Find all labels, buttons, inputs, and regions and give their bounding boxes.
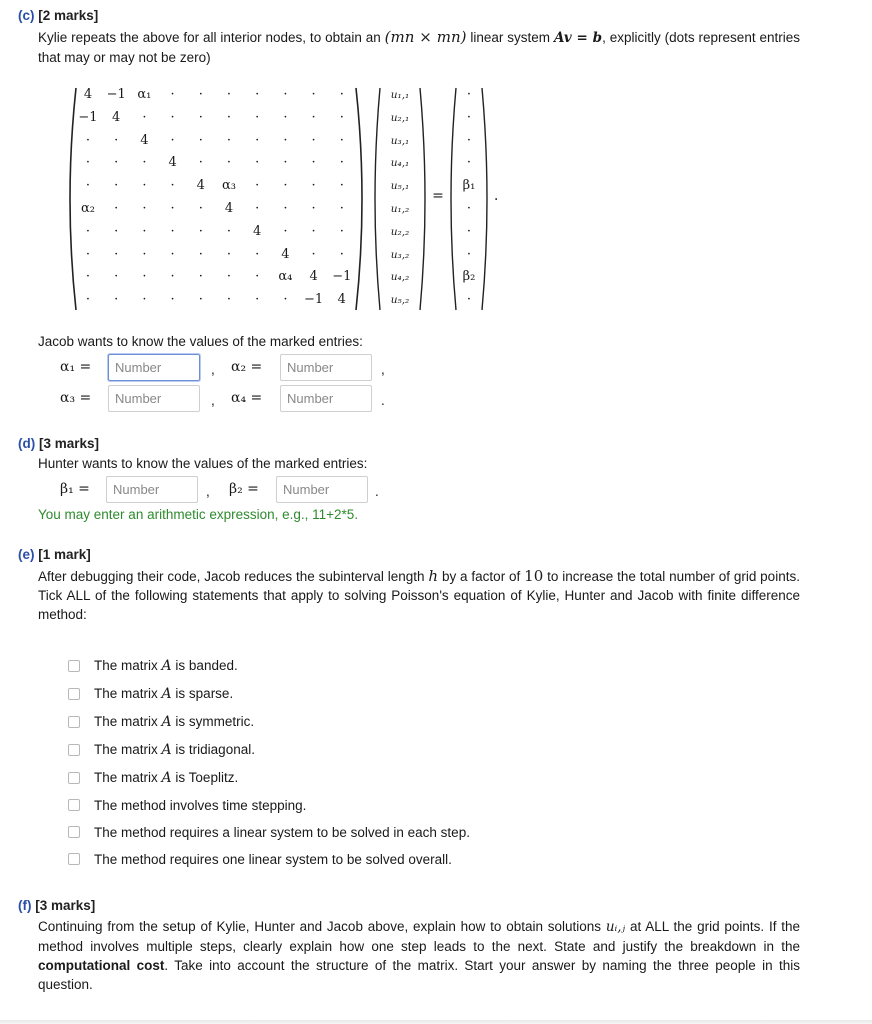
option-label xyxy=(94,852,452,867)
matrix-entry: · xyxy=(170,132,175,148)
option-label xyxy=(94,798,306,813)
matrix-entry: · xyxy=(142,223,147,239)
matrix-entry: 4 xyxy=(309,269,318,285)
f-text-bold: computational cost xyxy=(38,958,165,973)
part-e-marks: [1 mark] xyxy=(38,547,91,562)
factor-ten: 10 xyxy=(524,567,544,585)
matrix-entry: · xyxy=(339,223,344,239)
f-text-a: Continuing from the setup of Kylie, Hunter and Jacob above, explain how to obtain solutions xyxy=(38,919,602,934)
intro-text-c: , explicitly (dots represent entries that may or may not be zero) xyxy=(38,30,800,65)
b-vector-entry: · xyxy=(466,246,472,262)
option-checkbox[interactable] xyxy=(68,716,80,728)
matrix-entry: α₄ xyxy=(278,269,293,285)
comma-3: , xyxy=(211,393,215,408)
system-expression: Av = b xyxy=(553,30,603,46)
matrix-entry: −1 xyxy=(304,292,324,308)
matrix-symbol: A xyxy=(161,770,172,786)
matrix-entry: −1 xyxy=(106,87,126,102)
matrix-entry: · xyxy=(198,201,203,216)
option-label xyxy=(94,686,233,702)
option-text: The matrix xyxy=(94,658,158,673)
part-f-heading xyxy=(18,898,95,913)
period-beta: . xyxy=(375,484,379,499)
u-ij-symbol: uᵢ,ⱼ xyxy=(605,919,626,935)
u-vector-entry: u₄,₁ xyxy=(390,157,410,170)
u-vector-entry: u₃,₂ xyxy=(390,248,410,261)
matrix-symbol: A xyxy=(161,686,172,702)
answer-box-edge xyxy=(0,1020,872,1024)
option-checkbox[interactable] xyxy=(68,799,80,811)
matrix-entry: · xyxy=(339,155,344,171)
matrix-entry: · xyxy=(226,87,232,102)
matrix-entry: · xyxy=(339,201,344,216)
b-vector-entry: β₁ xyxy=(462,178,476,194)
b-vector-entry: · xyxy=(466,223,472,239)
option-row[interactable] xyxy=(68,795,306,815)
matrix-entry: · xyxy=(198,155,203,171)
matrix-entry: · xyxy=(114,246,119,262)
part-d-marks: [3 marks] xyxy=(39,436,100,451)
matrix-entry: · xyxy=(142,246,147,262)
matrix-equation xyxy=(62,84,512,314)
matrix-entry: · xyxy=(255,246,260,262)
option-row[interactable] xyxy=(68,849,452,869)
matrix-entry: · xyxy=(255,109,260,125)
option-checkbox[interactable] xyxy=(68,772,80,784)
b-vector-entry: · xyxy=(466,87,472,102)
option-checkbox[interactable] xyxy=(68,688,80,700)
matrix-entry: · xyxy=(114,178,119,194)
matrix-entry: · xyxy=(283,223,288,239)
matrix-entry: · xyxy=(142,109,147,125)
matrix-entry: · xyxy=(142,292,147,308)
matrix-entry: · xyxy=(170,87,175,102)
matrix-entry: · xyxy=(311,178,316,194)
part-c-label: (c) xyxy=(18,8,35,23)
part-c-intro xyxy=(38,28,800,67)
matrix-entry: · xyxy=(226,292,232,308)
matrix-entry: α₂ xyxy=(81,201,95,216)
beta1-label: β₁ = xyxy=(60,481,90,497)
matrix-entry: · xyxy=(339,246,344,262)
u-vector-entry: u₅,₂ xyxy=(390,294,410,307)
matrix-entry: · xyxy=(142,201,147,216)
matrix-symbol: A xyxy=(161,714,172,730)
matrix-entry: · xyxy=(255,132,260,148)
alpha4-label: α₄ = xyxy=(231,390,263,406)
option-text: The matrix xyxy=(94,770,158,785)
matrix-entry: · xyxy=(255,178,260,194)
b-vector-entry: · xyxy=(466,109,472,125)
u-vector-entry: u₅,₁ xyxy=(390,180,410,193)
f-text-b: at ALL the grid points. If the method involves multiple steps, clearly explain how one step leads to the next. State and justify the breakdown in the xyxy=(38,919,800,954)
matrix-entry: · xyxy=(170,246,175,262)
matrix-entry: · xyxy=(255,269,260,285)
matrix-entry: · xyxy=(226,246,232,262)
expression-hint: You may enter an arithmetic expression, e.g., 11+2*5. xyxy=(38,507,359,522)
option-text-post: is Toeplitz. xyxy=(175,770,239,785)
matrix-entry: · xyxy=(85,246,91,262)
matrix-entry: · xyxy=(283,87,288,102)
option-text-post: is symmetric. xyxy=(175,714,255,729)
matrix-entry: · xyxy=(85,155,91,171)
matrix-entry: 4 xyxy=(168,155,177,171)
matrix-entry: · xyxy=(198,132,203,148)
matrix-entry: · xyxy=(170,223,175,239)
alpha2-label: α₂ = xyxy=(231,359,263,375)
matrix-entry: 4 xyxy=(112,109,121,125)
matrix-entry: −1 xyxy=(78,109,98,125)
matrix-entry: · xyxy=(226,132,232,148)
matrix-entry: · xyxy=(114,223,119,239)
option-label xyxy=(94,742,255,758)
period-alpha: . xyxy=(381,393,385,408)
matrix-entry: · xyxy=(283,201,288,216)
option-label xyxy=(94,658,238,674)
matrix-entry: · xyxy=(255,201,260,216)
matrix-entry: 4 xyxy=(281,246,290,262)
option-row[interactable] xyxy=(68,768,238,788)
alpha1-label: α₁ = xyxy=(60,359,92,375)
option-text: The matrix xyxy=(94,686,158,701)
option-text-post: is sparse. xyxy=(175,686,234,701)
matrix-entry: · xyxy=(311,223,316,239)
matrix-entry: · xyxy=(283,178,288,194)
matrix-entry: · xyxy=(142,269,147,285)
matrix-entry: · xyxy=(170,269,175,285)
f-text-c: . Take into account the structure of the matrix. Start your answer by naming the three people in this question. xyxy=(38,958,801,992)
option-checkbox[interactable] xyxy=(68,660,80,672)
part-c-heading xyxy=(18,8,98,23)
alpha3-label: α₃ = xyxy=(60,390,92,406)
mn-expression: (mn × mn) xyxy=(384,28,467,46)
matrix-entry: · xyxy=(114,155,119,171)
option-label xyxy=(94,770,238,786)
u-vector-entry: u₄,₂ xyxy=(390,271,410,284)
matrix-entry: · xyxy=(283,155,288,171)
matrix-symbol: A xyxy=(161,742,172,758)
intro-text-b: linear system xyxy=(470,30,551,45)
part-c-marks: [2 marks] xyxy=(38,8,99,23)
matrix-entry: 4 xyxy=(196,178,205,194)
matrix-entry: · xyxy=(339,178,344,194)
jacob-question: Jacob wants to know the values of the marked entries: xyxy=(38,334,363,349)
matrix-entry: · xyxy=(311,109,316,125)
comma-beta: , xyxy=(206,484,210,499)
matrix-entry: · xyxy=(170,178,175,194)
option-text: The method involves time stepping. xyxy=(94,797,307,813)
h-symbol: h xyxy=(428,567,439,585)
option-text-post: is tridiagonal. xyxy=(175,742,255,757)
alpha2-input[interactable] xyxy=(280,354,372,381)
alpha4-input[interactable] xyxy=(280,385,372,412)
option-text: The matrix xyxy=(94,714,158,729)
matrix-entry: · xyxy=(198,246,203,262)
u-vector-entry: u₁,₁ xyxy=(390,89,410,101)
option-checkbox[interactable] xyxy=(68,853,80,865)
b-vector-entry: β₂ xyxy=(462,269,476,285)
matrix-entry: · xyxy=(311,132,316,148)
matrix-entry: · xyxy=(311,201,316,216)
matrix-entry: · xyxy=(114,132,119,148)
matrix-entry: · xyxy=(311,246,316,262)
part-e-label: (e) xyxy=(18,547,35,562)
matrix-entry: · xyxy=(255,87,260,102)
matrix-entry: · xyxy=(85,292,91,308)
matrix-entry: · xyxy=(114,292,119,308)
option-row[interactable] xyxy=(68,740,255,760)
matrix-entry: −1 xyxy=(332,269,352,285)
u-vector-entry: u₂,₁ xyxy=(390,111,410,124)
matrix-entry: · xyxy=(85,178,91,194)
matrix-entry: · xyxy=(226,109,232,125)
matrix-entry: · xyxy=(255,292,260,308)
beta2-input[interactable] xyxy=(276,476,368,503)
matrix-entry: · xyxy=(170,292,175,308)
matrix-entry: · xyxy=(311,155,316,171)
b-vector-entry: · xyxy=(466,292,472,308)
matrix-entry: · xyxy=(170,109,175,125)
matrix-entry: · xyxy=(198,269,203,285)
e-text-b: by a factor of xyxy=(441,569,521,584)
matrix-entry: · xyxy=(283,109,288,125)
option-checkbox[interactable] xyxy=(68,826,80,838)
u-vector-entry: u₃,₁ xyxy=(390,134,410,147)
matrix-entry: · xyxy=(198,109,203,125)
option-row[interactable] xyxy=(68,712,254,732)
matrix-period: . xyxy=(494,188,499,204)
option-text: The method requires a linear system to be solved in each step. xyxy=(94,824,470,840)
part-e-heading xyxy=(18,547,91,562)
option-label xyxy=(94,825,470,840)
part-f-text xyxy=(38,917,800,994)
beta2-label: β₂ = xyxy=(229,481,259,497)
comma-1: , xyxy=(211,362,215,377)
matrix-entry: 4 xyxy=(337,292,346,308)
alpha1-input[interactable] xyxy=(108,354,200,381)
b-vector-entry: · xyxy=(466,155,472,171)
option-text-post: is banded. xyxy=(175,658,238,673)
part-e-intro xyxy=(38,567,800,624)
e-text-c: to increase the total number of grid points. xyxy=(547,569,800,584)
u-vector-entry: u₁,₂ xyxy=(390,203,410,215)
e-text-a: After debugging their code, Jacob reduces the subinterval length xyxy=(38,569,425,584)
matrix-entry: · xyxy=(198,223,203,239)
alpha3-input[interactable] xyxy=(108,385,200,412)
option-row[interactable] xyxy=(68,684,233,704)
matrix-entry: · xyxy=(255,155,260,171)
equals-sign: = xyxy=(432,188,444,204)
matrix-entry: · xyxy=(226,155,232,171)
matrix-entry: · xyxy=(85,132,91,148)
option-checkbox[interactable] xyxy=(68,744,80,756)
u-vector-entry: u₂,₂ xyxy=(390,225,410,238)
matrix-entry: · xyxy=(85,223,91,239)
hunter-question: Hunter wants to know the values of the marked entries: xyxy=(38,456,368,471)
matrix-entry: α₁ xyxy=(137,87,152,102)
e-text-d: Tick ALL of the following statements that apply to solving Poisson's equation of Kylie, Hunter and Jacob with finite difference method: xyxy=(38,588,800,622)
matrix-entry: · xyxy=(339,109,344,125)
part-d-label: (d) xyxy=(18,436,36,451)
matrix-entry: 4 xyxy=(140,132,149,148)
option-row[interactable] xyxy=(68,822,470,842)
matrix-entry: · xyxy=(283,292,288,308)
b-vector-entry: · xyxy=(466,201,472,216)
comma-2: , xyxy=(381,362,385,377)
matrix-entry: · xyxy=(85,269,91,285)
matrix-entry: · xyxy=(170,201,175,216)
option-row[interactable] xyxy=(68,656,238,676)
matrix-symbol: A xyxy=(161,658,172,674)
option-text: The method requires one linear system to be solved overall. xyxy=(94,851,452,867)
matrix-entry: · xyxy=(142,178,147,194)
matrix-entry: · xyxy=(339,87,344,102)
option-label xyxy=(94,714,254,730)
part-f-marks: [3 marks] xyxy=(35,898,96,913)
matrix-entry: · xyxy=(226,223,232,239)
matrix-entry: · xyxy=(142,155,147,171)
beta1-input[interactable] xyxy=(106,476,198,503)
matrix-entry: · xyxy=(311,87,316,102)
matrix-entry: 4 xyxy=(224,201,234,216)
b-vector-entry: · xyxy=(466,132,472,148)
matrix-entry: · xyxy=(226,269,232,285)
part-f-label: (f) xyxy=(18,898,32,913)
part-d-heading xyxy=(18,436,99,451)
matrix-entry: · xyxy=(283,132,288,148)
matrix-entry: · xyxy=(114,201,119,216)
matrix-entry: α₃ xyxy=(222,178,236,194)
option-text: The matrix xyxy=(94,742,158,757)
matrix-entry: · xyxy=(198,87,203,102)
matrix-entry: · xyxy=(339,132,344,148)
matrix-entry: · xyxy=(198,292,203,308)
matrix-entry: · xyxy=(114,269,119,285)
matrix-entry: 4 xyxy=(83,87,93,102)
intro-text-a: Kylie repeats the above for all interior nodes, to obtain an xyxy=(38,30,381,45)
matrix-entry: 4 xyxy=(253,223,262,239)
